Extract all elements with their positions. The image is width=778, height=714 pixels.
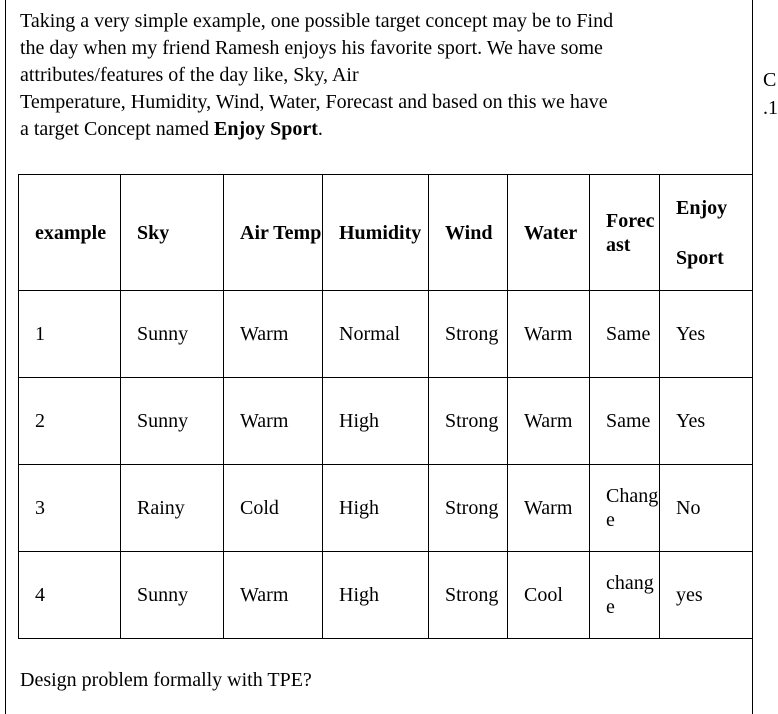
table-cell: Yes [660, 378, 753, 465]
table-cell: Warm [508, 465, 590, 552]
table-row [19, 378, 753, 465]
intro-line-5-prefix: a target Concept named [20, 118, 215, 140]
header-forecast: Forecast [590, 175, 660, 291]
table-cell: Same [590, 378, 660, 465]
table-cell: Sunny [121, 291, 224, 378]
table-cell: Sunny [121, 378, 224, 465]
table-row [19, 552, 753, 639]
table-cell: 2 [19, 378, 121, 465]
table-cell: Yes [660, 291, 753, 378]
table-header-row [19, 175, 753, 291]
intro-line-1: Taking a very simple example, one possible target concept may be to Find [20, 10, 614, 32]
header-wind: Wind [429, 175, 508, 291]
table-cell: 4 [19, 552, 121, 639]
table-cell: Strong [429, 465, 508, 552]
header-humidity: Humidity [323, 175, 429, 291]
table-row [19, 291, 753, 378]
table-cell: Strong [429, 552, 508, 639]
table-cell: Rainy [121, 465, 224, 552]
side-text-1: C [763, 69, 777, 91]
table-cell: Warm [508, 291, 590, 378]
table-cell: Warm [224, 291, 323, 378]
table-cell: change [590, 552, 660, 639]
header-enjoy-sport [660, 175, 753, 291]
table-cell: Warm [224, 552, 323, 639]
intro-line-2: the day when my friend Ramesh enjoys his favorite sport. We have some [20, 37, 603, 59]
table-cell: Cold [224, 465, 323, 552]
table-cell: 3 [19, 465, 121, 552]
table-cell: Normal [323, 291, 429, 378]
table-cell: High [323, 465, 429, 552]
header-enjoy: Enjoy [676, 196, 728, 219]
intro-line-5 [20, 116, 745, 143]
side-text-2: .1 [763, 97, 778, 119]
table-cell: 1 [19, 291, 121, 378]
header-water: Water [508, 175, 590, 291]
table-cell: Warm [508, 378, 590, 465]
enjoy-sport-table [18, 174, 753, 639]
table-cell: Cool [508, 552, 590, 639]
intro-paragraph [20, 8, 745, 143]
intro-line-4: Temperature, Humidity, Wind, Water, Forecast and based on this we have [20, 91, 608, 113]
header-air-temp: Air Temp [224, 175, 323, 291]
table-cell: Strong [429, 291, 508, 378]
target-concept-name: Enjoy Sport [214, 118, 318, 140]
table-cell: Sunny [121, 552, 224, 639]
table-cell: High [323, 378, 429, 465]
table-cell: High [323, 552, 429, 639]
table-cell: Strong [429, 378, 508, 465]
table-cell: Change [590, 465, 660, 552]
intro-line-5-suffix: . [317, 118, 323, 140]
table-cell: Same [590, 291, 660, 378]
table-cell: No [660, 465, 753, 552]
table-cell: yes [660, 552, 753, 639]
table-row [19, 465, 753, 552]
cell-border-left [5, 0, 6, 714]
question-text: Design problem formally with TPE? [20, 669, 312, 691]
header-sport: Sport [676, 246, 724, 269]
table-cell: Warm [224, 378, 323, 465]
intro-line-3: attributes/features of the day like, Sky, Air [20, 64, 359, 86]
header-example: example [19, 175, 121, 291]
header-sky: Sky [121, 175, 224, 291]
